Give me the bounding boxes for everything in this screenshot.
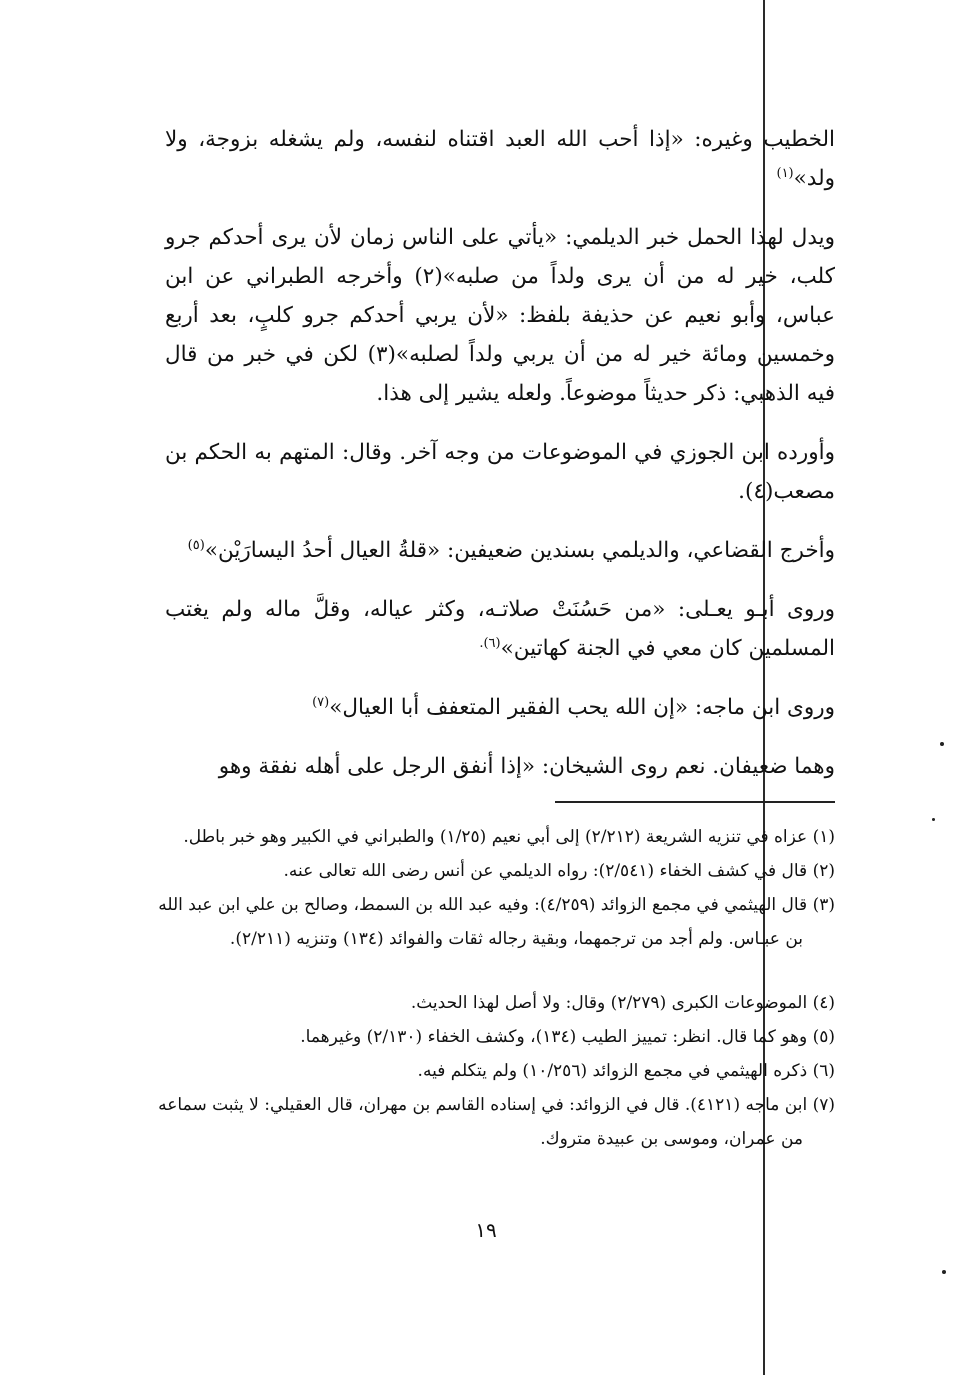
footnote-marker: (٧) [312,694,330,710]
paragraph-2: ويدل لهذا الحمل خبر الديلمي: «يأتي على الناس زمان لأن يرى أحدكم جرو كلب، خير له من أن يرى ولداً من صلبه»(٢) وأخرجه الطبراني عن ابن عباس، وأبو نعيم عن حذيفة بلفظ: «لأن يربي أحدكم جرو كلبٍ، بعد أربع وخمسين ومائة خير له من أن يربي ولداً لصلبه»(٣) لكن في خبر من قال فيه الذهبي: ذكر حديثاً موضوعاً. ولعله يشير إلى هذا. [165,225,835,406]
footnote-5: (٥) وهو كما قال. انظر: تمييز الطيب (١٣٤)، وكشف الخفاء (٢/١٣٠) وغيرهما. [300,1027,835,1047]
main-text [165,120,835,806]
paragraph-3: وأورده ابن الجوزي في الموضوعات من وجه آخر. وقال: المتهم به الحكم بن مصعب(٤). [165,440,835,504]
footnote-2: (٢) قال في كشف الخفاء (٢/٥٤١): رواه الديلمي عن أنس رضى الله تعالى عنه. [283,861,835,881]
scan-speck [932,818,935,821]
footnote-7: (٧) ابن ماجه (٤١٢١). قال في الزوائد: في إسناده القاسم بن مهران، قال العقيلي: لا يثبت سماعه من عمران، وموسى بن عبيدة متروك. [158,1095,835,1149]
paragraph-4: وأخرج القضاعي، والديلمي بسندين ضعيفين: «قلةُ العيال أحدُ اليسارَيْن»$^{(٥)}$ [187,537,835,563]
paragraph-6: وروى ابن ماجه: «إن الله يحب الفقير المتعفف أبا العيال»$^{(٧)}$ [312,694,835,720]
paragraph-1: الخطيب وغيره: «إذا أحب الله العبد اقتناه لنفسه، ولم يشغله بزوجة، ولا ولد»$^{(١)}$ [165,127,835,191]
paragraph-7: وهما ضعيفان. نعم روى الشيخان: «إذا أنفق الرجل على أهله نفقة وهو [218,754,835,779]
footnote-4: (٤) الموضوعات الكبرى (٢/٢٧٩) وقال: ولا أصل لهذا الحديث. [410,993,835,1013]
footnote-marker: (١) [776,165,794,181]
page-number: ١٩ [475,1218,497,1242]
footnote-marker: (٥) [187,537,205,553]
paragraph-5: وروى أبـو يعـلى: «من حَسُنَتْ صلاتـه، وكثر عياله، وقلَّ ماله ولم يغتب المسلمين كان معي في الجنة كهاتين»$^{(٦).}$ [165,597,835,661]
footnote-1: (١) عزاه في تنزيه الشريعة (٢/٢١٢) إلى أبي نعيم (١/٢٥) والطبراني في الكبير وهو خبر باطل. [183,827,835,847]
footnote-separator [555,801,835,803]
footnote-marker: (٦). [479,635,501,651]
footnote-3: (٣) قال الهيثمي في مجمع الزوائد (٤/٢٥٩): وفيه عبد الله بن السمط، وصالح بن علي ابن عبد الله بن عبـاس. ولم أجد من ترجمهما، وبقية رجاله ثقات والفوائد (١٣٤) وتنزيه (٢/٢١١). [158,895,835,949]
footnote-6: (٦) ذكره الهيثمي في مجمع الزوائد (١٠/٢٥٦) ولم يتكلم فيه. [417,1061,835,1081]
scan-speck [940,742,944,746]
scan-speck [942,1270,946,1274]
footnotes [155,820,835,1156]
